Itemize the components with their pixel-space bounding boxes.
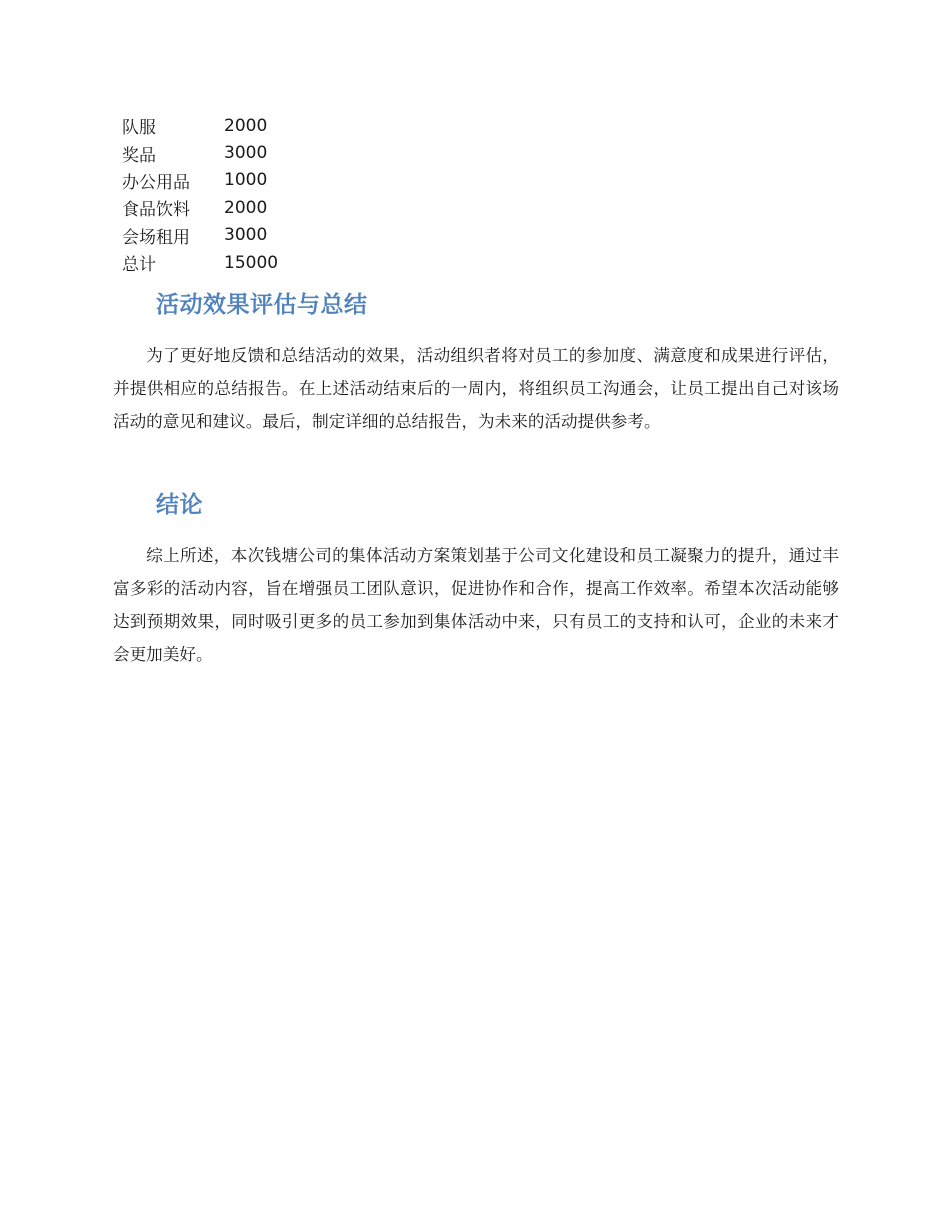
budget-item: 食品饮料: [122, 200, 190, 221]
table-row: [113, 222, 284, 249]
budget-total-amount: 15000: [224, 252, 279, 273]
evaluation-paragraph: 为了更好地反馈和总结活动的效果，活动组织者将对员工的参加度、满意度和成果进行评估，并提供相应的总结报告。在上述活动结束后的一周内，将组织员工沟通会，让员工提出自己对该场活动的意见和建议。最后，制定详细的总结报告，为未来的活动提供参考。: [113, 346, 839, 431]
section-heading-evaluation: 活动效果评估与总结: [156, 292, 368, 318]
budget-table: [113, 112, 284, 276]
budget-amount: 2000: [224, 197, 268, 218]
conclusion-paragraph: 综上所述，本次钱塘公司的集体活动方案策划基于公司文化建设和员工凝聚力的提升，通过丰富多彩的活动内容，旨在增强员工团队意识，促进协作和合作，提高工作效率。希望本次活动能够达到预期效果，同时吸引更多的员工参加到集体活动中来，只有员工的支持和认可，企业的未来才会更加美好。: [113, 546, 839, 664]
table-row: [113, 112, 284, 139]
table-row: [113, 194, 284, 221]
table-row-total: [113, 249, 284, 276]
budget-amount: 3000: [224, 143, 268, 164]
budget-total-label: 总计: [122, 255, 156, 276]
table-row: [113, 167, 284, 194]
section-heading-conclusion: 结论: [156, 492, 203, 518]
budget-item: 队服: [122, 118, 156, 139]
table-row: [113, 139, 284, 166]
budget-item: 会场租用: [122, 227, 190, 248]
budget-amount: 2000: [224, 115, 268, 136]
budget-amount: 1000: [224, 170, 268, 191]
budget-amount: 3000: [224, 225, 268, 246]
budget-item: 奖品: [122, 145, 156, 166]
budget-item: 办公用品: [122, 172, 190, 193]
